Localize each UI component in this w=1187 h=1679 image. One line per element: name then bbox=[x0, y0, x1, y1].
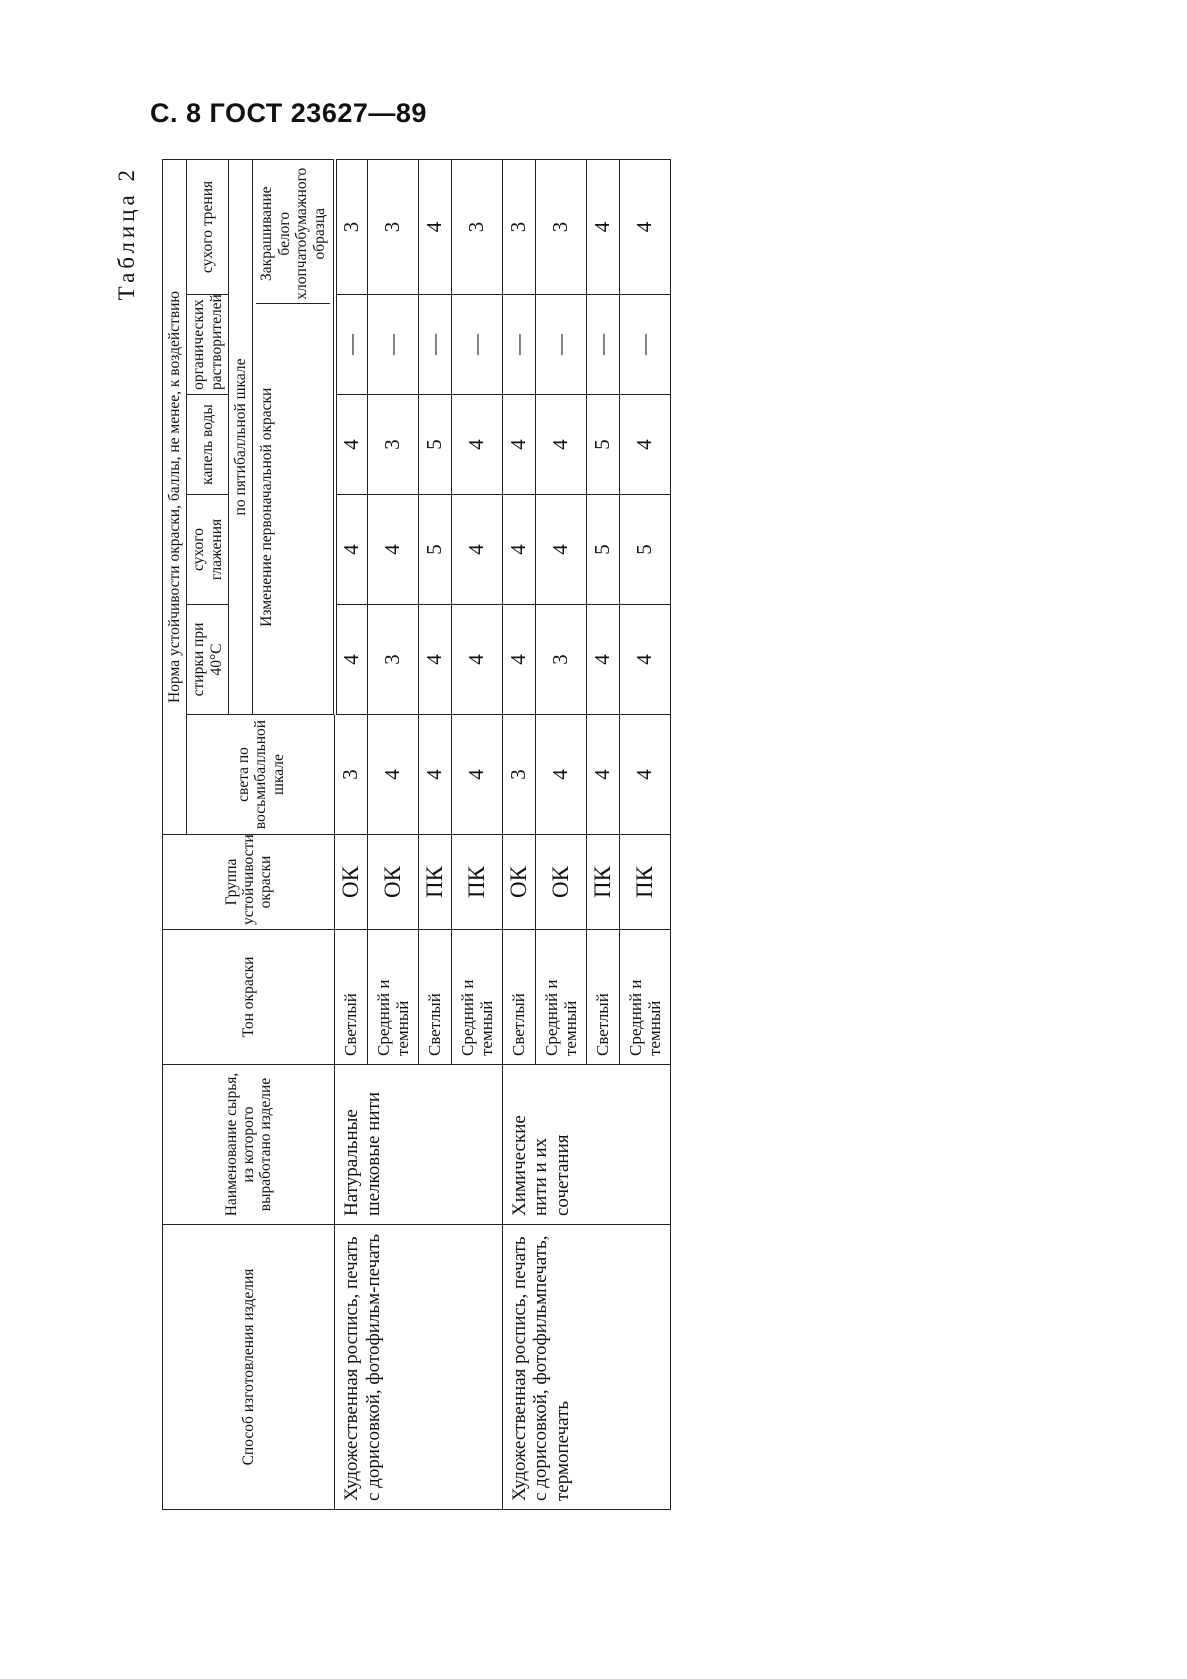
header-norm: Норма устойчивости окраски, баллы, не менее, к воздействию bbox=[163, 159, 187, 834]
solvents-value: — bbox=[419, 295, 452, 395]
light-value: 4 bbox=[535, 715, 586, 835]
wash-value: 4 bbox=[619, 605, 670, 715]
group-cell: ОК bbox=[535, 835, 586, 930]
tone-cell: Светлый bbox=[335, 930, 368, 1065]
group-cell: ПК bbox=[451, 835, 502, 930]
solvents-value: — bbox=[619, 295, 670, 395]
ironing-value: 5 bbox=[586, 495, 619, 605]
light-value: 3 bbox=[335, 715, 368, 835]
header-wash: стирки при 40°С bbox=[187, 605, 229, 715]
dry-rub-value: 4 bbox=[419, 159, 452, 294]
ironing-value: 5 bbox=[619, 495, 670, 605]
group-cell: ПК bbox=[419, 835, 452, 930]
tone-cell: Светлый bbox=[419, 930, 452, 1065]
dry-rub-value: 3 bbox=[368, 159, 419, 294]
header-solvents: органических растворителей bbox=[187, 295, 229, 395]
light-value: 4 bbox=[586, 715, 619, 835]
dry-rub-value: 4 bbox=[619, 159, 670, 294]
header-tone: Тон окраски bbox=[163, 930, 335, 1065]
wash-value: 3 bbox=[535, 605, 586, 715]
page-header: С. 8 ГОСТ 23627—89 bbox=[150, 98, 427, 128]
header-change: Изменение первоначальной окраски bbox=[256, 303, 329, 710]
method-cell-2: Художественная роспись, печать с дорисовкой, фотофильмпечать, термопечать bbox=[503, 1225, 671, 1510]
header-staining: Закрашивание белого хлопчатобумажного образца bbox=[258, 167, 328, 300]
header-raw-material: Наименование сырья, из которого выработано изделие bbox=[163, 1065, 335, 1225]
solvents-value: — bbox=[586, 295, 619, 395]
solvents-value: — bbox=[368, 295, 419, 395]
light-value: 4 bbox=[368, 715, 419, 835]
header-dry-rub: сухого трения bbox=[187, 159, 229, 294]
water-value: 5 bbox=[586, 395, 619, 495]
wash-value: 4 bbox=[586, 605, 619, 715]
header-group: Группа устойчивости окраски bbox=[163, 835, 335, 930]
dry-rub-value: 3 bbox=[451, 159, 502, 294]
header-ironing: сухого глажения bbox=[187, 495, 229, 605]
header-five-scale-label: по пятибалльной шкале bbox=[229, 160, 253, 714]
group-cell: ПК bbox=[586, 835, 619, 930]
dry-rub-value: 4 bbox=[586, 159, 619, 294]
method-cell-1: Художественная роспись, печать с дорисовкой, фотофильм-печать bbox=[335, 1225, 503, 1510]
ironing-value: 5 bbox=[419, 495, 452, 605]
light-value: 4 bbox=[419, 715, 452, 835]
light-value: 4 bbox=[619, 715, 670, 835]
ironing-value: 4 bbox=[503, 495, 536, 605]
group-cell: ОК bbox=[503, 835, 536, 930]
solvents-value: — bbox=[451, 295, 502, 395]
material-cell-2: Химические нити и их сочетания bbox=[503, 1065, 671, 1225]
solvents-value: — bbox=[535, 295, 586, 395]
tone-cell: Средний и темный bbox=[535, 930, 586, 1065]
water-value: 4 bbox=[535, 395, 586, 495]
tone-cell: Средний и темный bbox=[451, 930, 502, 1065]
header-five-scale bbox=[229, 159, 335, 714]
group-cell: ОК bbox=[335, 835, 368, 930]
ironing-value: 4 bbox=[368, 495, 419, 605]
tone-cell: Средний и темный bbox=[619, 930, 670, 1065]
water-value: 4 bbox=[503, 395, 536, 495]
solvents-value: — bbox=[503, 295, 536, 395]
material-cell-1: Натуральные шелковые нити bbox=[335, 1065, 503, 1225]
solvents-value: — bbox=[335, 295, 368, 395]
light-value: 3 bbox=[503, 715, 536, 835]
dry-rub-value: 3 bbox=[503, 159, 536, 294]
header-water: капель воды bbox=[187, 395, 229, 495]
water-value: 5 bbox=[419, 395, 452, 495]
water-value: 4 bbox=[619, 395, 670, 495]
header-method: Способ изготовления изделия bbox=[163, 1225, 335, 1510]
table-caption: Таблица 2 bbox=[114, 166, 139, 301]
table-row bbox=[503, 159, 536, 1509]
water-value: 4 bbox=[451, 395, 502, 495]
wash-value: 4 bbox=[503, 605, 536, 715]
wash-value: 4 bbox=[335, 605, 368, 715]
water-value: 4 bbox=[335, 395, 368, 495]
water-value: 3 bbox=[368, 395, 419, 495]
group-cell: ОК bbox=[368, 835, 419, 930]
header-light: света по восьмибалльной шкале bbox=[187, 715, 335, 835]
colorfastness-table bbox=[162, 159, 671, 1510]
wash-value: 4 bbox=[451, 605, 502, 715]
rotated-table-block bbox=[114, 160, 1012, 1510]
ironing-value: 4 bbox=[535, 495, 586, 605]
light-value: 4 bbox=[451, 715, 502, 835]
wash-value: 4 bbox=[419, 605, 452, 715]
ironing-value: 4 bbox=[451, 495, 502, 605]
wash-value: 3 bbox=[368, 605, 419, 715]
ironing-value: 4 bbox=[335, 495, 368, 605]
dry-rub-value: 3 bbox=[335, 159, 368, 294]
header-row-1 bbox=[163, 159, 187, 1509]
dry-rub-value: 3 bbox=[535, 159, 586, 294]
group-cell: ПК bbox=[619, 835, 670, 930]
tone-cell: Светлый bbox=[503, 930, 536, 1065]
table-row bbox=[335, 159, 368, 1509]
tone-cell: Средний и темный bbox=[368, 930, 419, 1065]
tone-cell: Светлый bbox=[586, 930, 619, 1065]
